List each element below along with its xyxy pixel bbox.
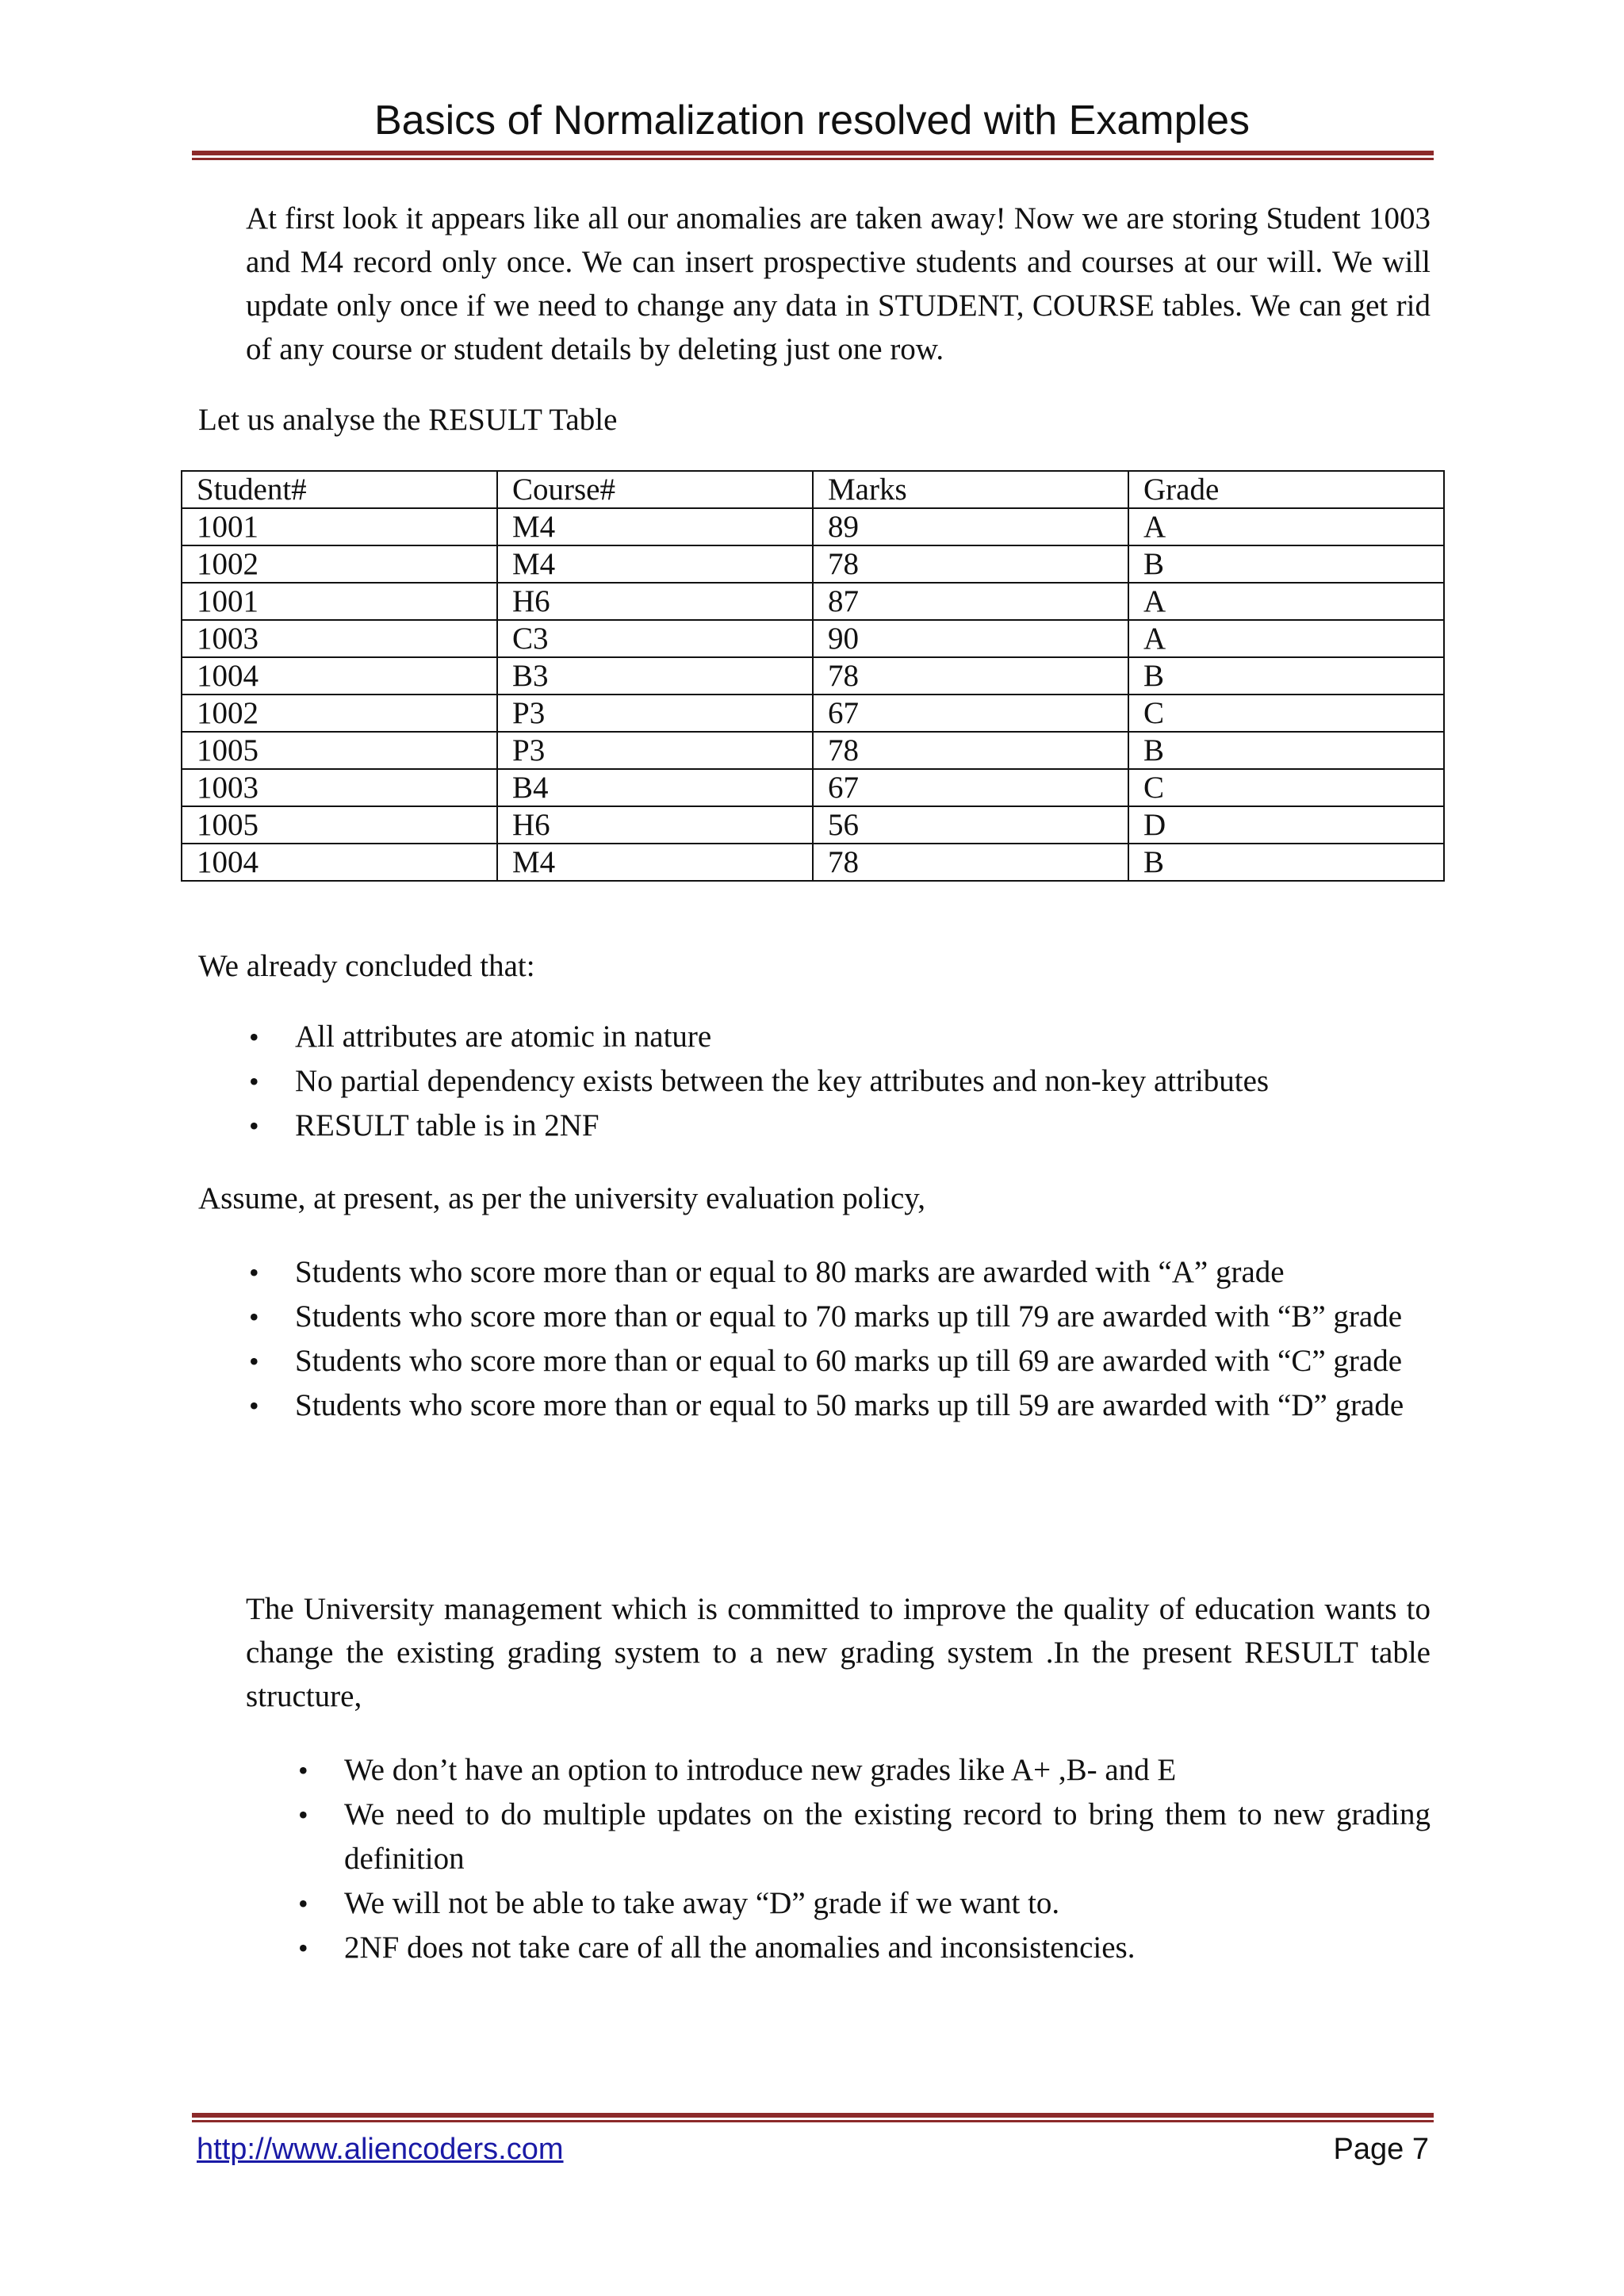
list-item-text: Students who score more than or equal to 60 marks up till 69 are awarded with “C” grade — [295, 1344, 1403, 1378]
table-cell: 1004 — [182, 657, 497, 695]
table-row — [182, 732, 1444, 769]
column-header: Grade — [1128, 471, 1444, 508]
table-cell: 1001 — [182, 508, 497, 545]
assume-text: Assume, at present, as per the university evaluation policy, — [198, 1181, 925, 1215]
table-cell: B3 — [497, 657, 813, 695]
list-item — [249, 1059, 1431, 1104]
table-row — [182, 657, 1444, 695]
footer-divider — [192, 2113, 1434, 2122]
table-cell: 56 — [813, 806, 1128, 844]
analyse-text: Let us analyse the RESULT Table — [198, 403, 618, 437]
list-item — [298, 1748, 1431, 1793]
table-row — [182, 508, 1444, 545]
list-item — [249, 1015, 1431, 1059]
table-row — [182, 844, 1444, 881]
table-cell: H6 — [497, 806, 813, 844]
table-cell: 78 — [813, 844, 1128, 881]
table-cell: 1003 — [182, 769, 497, 806]
list-item-text: RESULT table is in 2NF — [295, 1108, 599, 1142]
list-item — [298, 1881, 1431, 1926]
page-number: Page 7 — [1333, 2133, 1429, 2166]
table-row — [182, 620, 1444, 657]
result-table — [181, 470, 1445, 882]
table-cell: 87 — [813, 583, 1128, 620]
table-cell: 67 — [813, 769, 1128, 806]
table-cell: B — [1128, 657, 1444, 695]
table-cell: 1004 — [182, 844, 497, 881]
bullet-icon: • — [249, 1021, 259, 1053]
table-row — [182, 769, 1444, 806]
table-cell: M4 — [497, 844, 813, 881]
list-item-text: 2NF does not take care of all the anomalies and inconsistencies. — [344, 1931, 1136, 1965]
list-item — [249, 1295, 1431, 1339]
table-row — [182, 695, 1444, 732]
table-cell: M4 — [497, 545, 813, 583]
table-cell: 1005 — [182, 732, 497, 769]
table-cell: 1003 — [182, 620, 497, 657]
table-row — [182, 583, 1444, 620]
bullet-icon: • — [249, 1345, 259, 1377]
table-row — [182, 545, 1444, 583]
policy-list — [249, 1250, 1431, 1428]
list-item — [298, 1926, 1431, 1970]
table-cell: A — [1128, 508, 1444, 545]
bullet-icon: • — [249, 1257, 259, 1288]
list-item — [249, 1104, 1431, 1148]
concluded-text: We already concluded that: — [198, 949, 535, 983]
list-item — [298, 1793, 1431, 1881]
table-cell: 78 — [813, 657, 1128, 695]
list-item-text: Students who score more than or equal to 50 marks up till 59 are awarded with “D” grade — [295, 1388, 1404, 1422]
table-cell: C — [1128, 695, 1444, 732]
table-cell: 78 — [813, 545, 1128, 583]
bullet-icon: • — [298, 1888, 308, 1919]
university-paragraph: The University management which is committed to improve the quality of education wants to change the existing grading system to a new grading system .In the present RESULT table structure, — [246, 1592, 1431, 1713]
list-item-text: No partial dependency exists between the key attributes and non-key attributes — [295, 1064, 1270, 1098]
footer-link[interactable]: http://www.aliencoders.com — [197, 2133, 564, 2166]
table-cell: 89 — [813, 508, 1128, 545]
bullet-icon: • — [249, 1301, 259, 1333]
table-cell: 1002 — [182, 545, 497, 583]
bullet-icon: • — [249, 1110, 259, 1142]
table-cell: 1002 — [182, 695, 497, 732]
column-header: Student# — [182, 471, 497, 508]
concluded-list — [249, 1015, 1431, 1148]
list-item — [249, 1383, 1431, 1428]
table-cell: P3 — [497, 695, 813, 732]
list-item — [249, 1339, 1431, 1383]
list-item-text: Students who score more than or equal to 70 marks up till 79 are awarded with “B” grade — [295, 1299, 1403, 1334]
column-header: Marks — [813, 471, 1128, 508]
header-divider — [192, 151, 1434, 160]
table-cell: 1001 — [182, 583, 497, 620]
bullet-icon: • — [249, 1066, 259, 1097]
table-cell: H6 — [497, 583, 813, 620]
problem-list — [298, 1748, 1431, 1970]
list-item — [249, 1250, 1431, 1295]
table-cell: 1005 — [182, 806, 497, 844]
table-cell: B — [1128, 844, 1444, 881]
list-item-text: All attributes are atomic in nature — [295, 1020, 712, 1054]
bullet-icon: • — [298, 1755, 308, 1786]
bullet-icon: • — [249, 1390, 259, 1422]
page-title: Basics of Normalization resolved with Examples — [374, 98, 1250, 144]
bullet-icon: • — [298, 1799, 308, 1831]
table-cell: M4 — [497, 508, 813, 545]
list-item-text: We will not be able to take away “D” grade if we want to. — [344, 1886, 1060, 1920]
table-cell: 90 — [813, 620, 1128, 657]
column-header: Course# — [497, 471, 813, 508]
list-item-text: We need to do multiple updates on the existing record to bring them to new grading definition — [344, 1797, 1431, 1876]
table-cell: B — [1128, 732, 1444, 769]
table-cell: B4 — [497, 769, 813, 806]
table-cell: A — [1128, 583, 1444, 620]
bullet-icon: • — [298, 1932, 308, 1964]
table-cell: 67 — [813, 695, 1128, 732]
table-cell: 78 — [813, 732, 1128, 769]
list-item-text: We don’t have an option to introduce new grades like A+ ,B- and E — [344, 1753, 1177, 1787]
table-cell: C — [1128, 769, 1444, 806]
table-cell: A — [1128, 620, 1444, 657]
table-cell: C3 — [497, 620, 813, 657]
table-cell: D — [1128, 806, 1444, 844]
table-cell: B — [1128, 545, 1444, 583]
table-row — [182, 806, 1444, 844]
table-header-row — [182, 471, 1444, 508]
table-cell: P3 — [497, 732, 813, 769]
intro-paragraph: At first look it appears like all our anomalies are taken away! Now we are storing Student 1003 and M4 record only once. We can insert prospective students and courses at our will. We will update only once if we need to change any data in STUDENT, COURSE tables. We can get rid of any course or student details by deleting just one row. — [246, 201, 1431, 366]
list-item-text: Students who score more than or equal to 80 marks are awarded with “A” grade — [295, 1255, 1285, 1289]
